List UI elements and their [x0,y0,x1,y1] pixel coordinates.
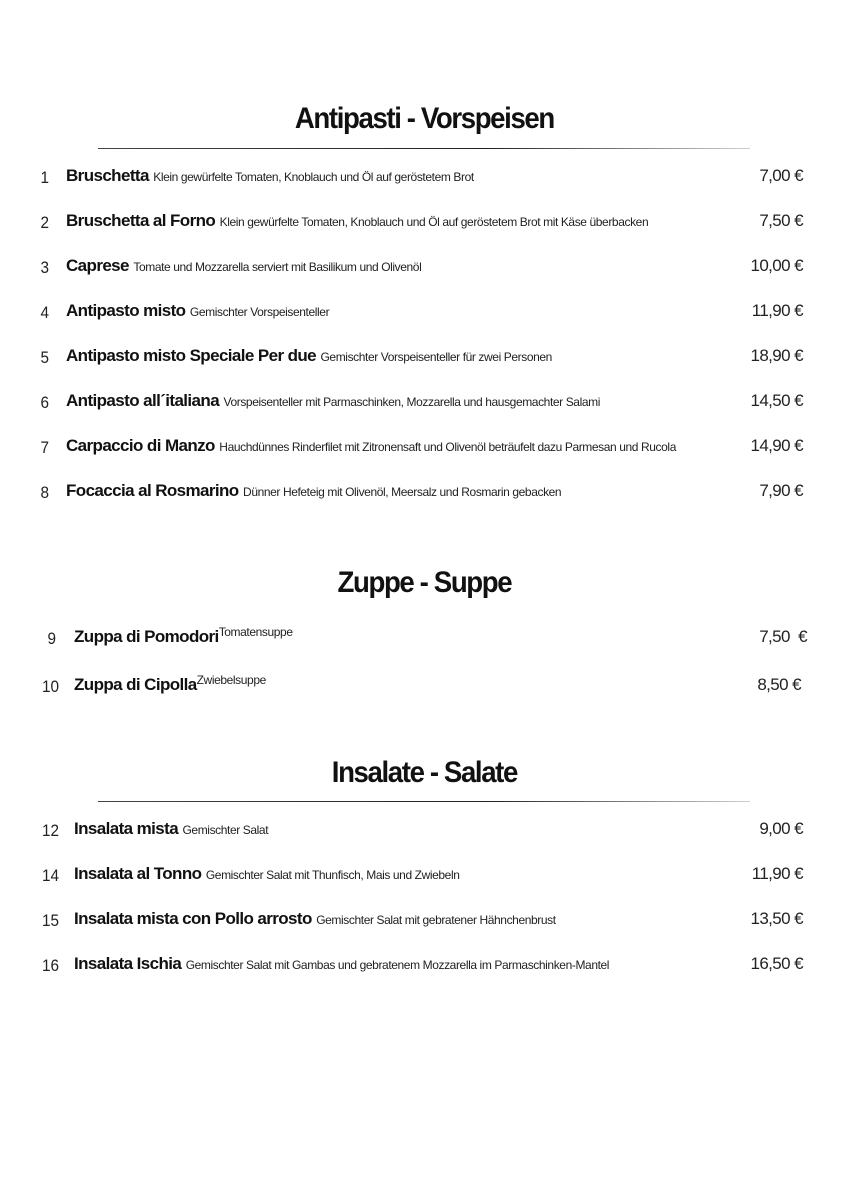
item-price: 14,50 € [750,391,803,410]
menu-item [0,391,849,417]
item-number: 14 [41,866,59,885]
menu-item [0,954,849,980]
item-description: Dünner Hefeteig mit Olivenöl, Meersalz und Rosmarin gebacken [243,485,562,499]
section-title-zuppe: Zuppe - Suppe [337,566,512,599]
item-number: 2 [40,213,49,232]
item-number: 1 [40,168,49,187]
section-divider-antipasti [98,148,750,149]
item-name: Focaccia al Rosmarino [66,481,239,500]
item-description: Gemischter Salat mit gebratener Hähnchenbrust [316,913,556,927]
item-number: 12 [41,821,59,840]
section-title-antipasti: Antipasti - Vorspeisen [294,102,554,135]
menu-item [0,211,849,237]
item-name: Carpaccio di Manzo [66,436,215,455]
item-name: Zuppa di Pomodori [74,627,219,646]
menu-item [0,256,849,282]
item-description: Klein gewürfelte Tomaten, Knoblauch und Öl auf geröstetem Brot [153,170,474,184]
menu-item [0,675,849,701]
item-name: Bruschetta [66,166,149,185]
item-number: 9 [47,629,56,648]
item-price: 18,90 € [750,346,803,365]
item-name: Insalata mista con Pollo arrosto [74,909,312,928]
section-title-insalate: Insalate - Salate [331,756,517,789]
item-name: Bruschetta al Forno [66,211,216,230]
section-divider-insalate [98,801,750,802]
item-name: Insalata Ischia [74,954,182,973]
item-description: Gemischter Salat [182,823,269,837]
item-name: Insalata al Tonno [74,864,202,883]
item-description: Tomate und Mozzarella serviert mit Basilikum und Olivenöl [133,260,422,274]
item-number: 7 [40,438,49,457]
menu-item [0,346,849,372]
menu-item [0,819,849,845]
item-description: Tomatensuppe [218,625,293,639]
item-name: Antipasto misto [66,301,186,320]
item-price: 9,00 € [759,819,803,838]
item-number: 3 [40,258,49,277]
item-name: Insalata mista [74,819,179,838]
item-number: 10 [41,677,59,696]
item-name: Antipasto misto Speciale Per due [66,346,317,365]
item-number: 8 [40,483,49,502]
item-description: Vorspeisenteller mit Parmaschinken, Mozzarella und hausgemachter Salami [223,395,600,409]
menu-item [0,436,849,462]
item-number: 16 [41,956,59,975]
item-description: Hauchdünnes Rinderfilet mit Zitronensaft und Olivenöl beträufelt dazu Parmesan und Rucola [219,440,676,454]
item-number: 5 [40,348,49,367]
item-name: Caprese [66,256,129,275]
item-description: Gemischter Salat mit Gambas und gebratenem Mozzarella im Parmaschinken-Mantel [185,958,610,972]
item-price: 16,50 € [750,954,803,973]
menu-item [0,909,849,935]
menu-item [0,627,849,653]
item-description: Zwiebelsuppe [196,673,266,687]
item-description: Gemischter Vorspeisenteller [189,305,330,319]
item-price: 7,50 € [759,627,807,646]
item-description: Klein gewürfelte Tomaten, Knoblauch und Öl auf geröstetem Brot mit Käse überbacken [219,215,649,229]
item-description: Gemischter Salat mit Thunfisch, Mais und Zwiebeln [205,868,460,882]
item-price: 11,90 € [751,301,803,320]
item-price: 14,90 € [750,436,803,455]
item-name: Antipasto all´italiana [66,391,220,410]
item-price: 11,90 € [751,864,803,883]
menu-item [0,301,849,327]
item-price: 10,00 € [750,256,803,275]
item-price: 7,00 € [759,166,803,185]
item-price: 8,50 € [757,675,801,694]
item-number: 15 [41,911,59,930]
item-price: 13,50 € [750,909,803,928]
menu-item [0,166,849,192]
item-number: 6 [40,393,49,412]
menu-item [0,864,849,890]
item-description: Gemischter Vorspeisenteller für zwei Personen [320,350,552,364]
item-price: 7,90 € [759,481,803,500]
item-price: 7,50 € [759,211,803,230]
item-number: 4 [40,303,49,322]
menu-item [0,481,849,507]
item-name: Zuppa di Cipolla [74,675,197,694]
